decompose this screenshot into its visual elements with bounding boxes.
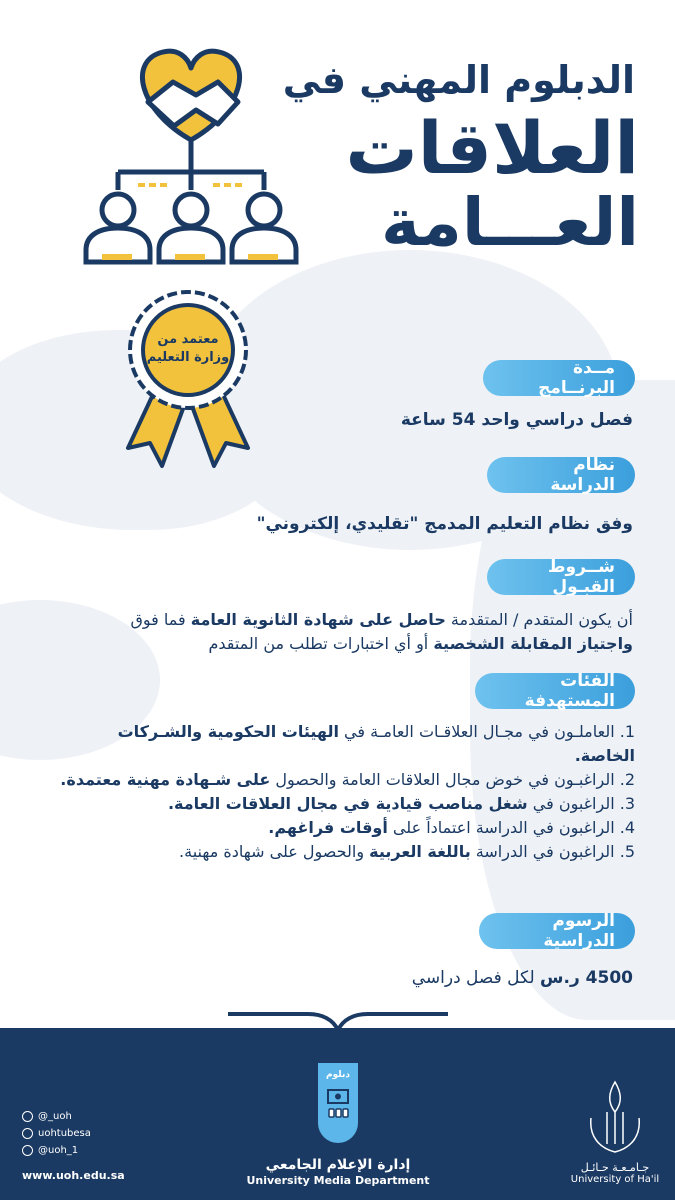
target-groups-label: الفئات المستهدفة: [475, 673, 635, 709]
instagram-icon: [22, 1145, 33, 1156]
list-item: 1. العاملـون في مجـال العلاقـات العامـة في الهيئات الحكومية والشـركات الخاصة.: [117, 722, 635, 765]
duration-value: فصل دراسي واحد 54 ساعة: [400, 410, 633, 430]
list-item: 3. الراغبون في شغل مناصب قيادية في مجال العلاقات العامة.: [167, 794, 635, 813]
badge-text-2: وزارة التعليم: [146, 350, 230, 365]
youtube-icon: [22, 1128, 33, 1139]
admission-text: أن يكون المتقدم / المتقدمة: [445, 610, 633, 629]
university-logo-icon: [585, 1078, 645, 1156]
media-dept-ar: إدارة الإعلام الجامعي: [265, 1157, 411, 1173]
duration-label: مــدة البرنــامج: [483, 360, 635, 396]
handshake-network-illustration: [78, 40, 308, 270]
social-youtube[interactable]: uohtubesa: [22, 1128, 91, 1139]
admission-text: أو أي اختبارات تطلب من المتقدم: [208, 634, 434, 653]
ribbon-rosette-icon: [118, 288, 258, 478]
fees-suffix: لكل فصل دراسي: [411, 968, 541, 988]
person-icon: [159, 194, 223, 262]
fees-amount: 4500 ر.س: [540, 968, 633, 988]
social-twitter[interactable]: @_uoh: [22, 1111, 72, 1122]
social-instagram[interactable]: @uoh_1: [22, 1145, 78, 1156]
list-item: 4. الراغبون في الدراسة اعتماداً على أوقات فراغهم.: [268, 818, 635, 837]
title-line-3: العـــامة: [380, 184, 639, 261]
certificate-icon: [326, 1088, 350, 1122]
admission-bold: حاصل على شهادة الثانوية العامة: [190, 610, 446, 629]
university-name-ar: جـامـعـة حـائـل: [580, 1161, 650, 1174]
admission-line-2: [208, 632, 633, 656]
title-line-1: الدبلوم المهني في: [282, 58, 635, 102]
person-icon: [86, 194, 150, 262]
fees-label: الرسوم الدراسية: [479, 913, 635, 949]
website-link[interactable]: www.uoh.edu.sa: [22, 1169, 125, 1182]
media-dept-en: University Media Department: [246, 1174, 430, 1187]
study-system-label: نظام الدراسة: [487, 457, 635, 493]
admission-line-1: [130, 608, 633, 632]
university-name-en: University of Ha'il: [570, 1174, 660, 1185]
target-groups-list: [52, 720, 635, 864]
title-line-2: العلاقات: [345, 106, 639, 190]
person-icon: [232, 194, 296, 262]
list-item: 5. الراغبون في الدراسة باللغة العربية والحصول على شهادة مهنية.: [179, 842, 635, 861]
admission-label: شــروط القبـول: [487, 559, 635, 595]
study-system-value: وفق نظام التعليم المدمج "تقليدي، إلكتروني": [256, 514, 633, 534]
admission-bold: واجتياز المقابلة الشخصية: [433, 634, 633, 653]
fees-value: [412, 966, 633, 990]
diploma-tab-label: دبلوم: [326, 1070, 350, 1080]
twitter-icon: [22, 1111, 33, 1122]
admission-text: فما فوق: [130, 610, 191, 629]
badge-text-1: معتمد من: [157, 332, 219, 347]
list-item: 2. الراغبـون في خوض مجال العلاقات العامة والحصول على شـهادة مهنية معتمدة.: [60, 770, 635, 789]
